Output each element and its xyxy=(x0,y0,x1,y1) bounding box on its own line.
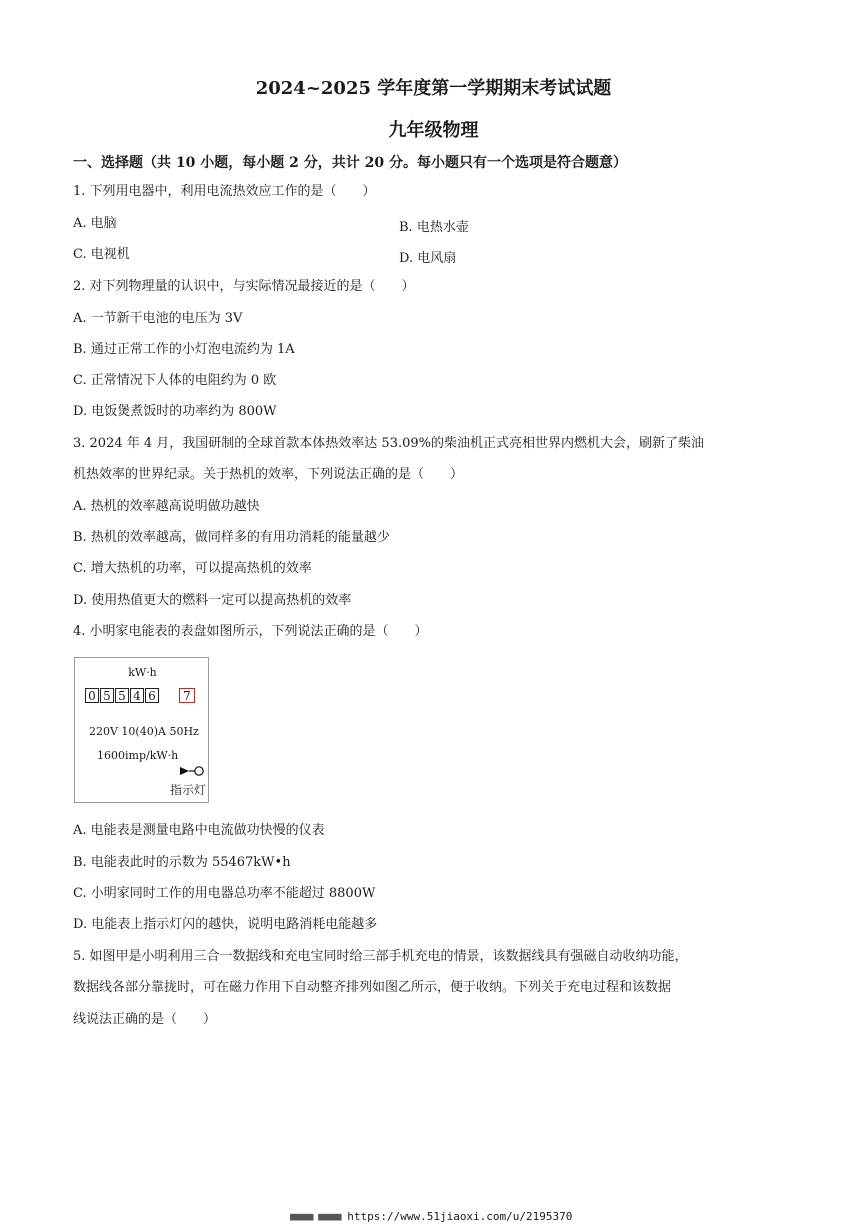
question-3-option-d: D. 使用热值更大的燃料一定可以提高热机的效率 xyxy=(73,593,352,608)
question-3-option-a: A. 热机的效率越高说明做功越快 xyxy=(73,499,260,514)
electric-meter-figure xyxy=(74,657,209,803)
question-4-option-d: D. 电能表上指示灯闪的越快，说明电路消耗电能越多 xyxy=(73,917,378,932)
indicator-light-icon xyxy=(179,765,205,780)
page-subtitle: 九年级物理 xyxy=(388,120,479,141)
footer-watermark xyxy=(290,1210,572,1223)
meter-digits xyxy=(85,688,160,703)
question-5-stem-line3: 线说法正确的是（ ） xyxy=(73,1012,217,1027)
question-3-option-c: C. 增大热机的功率，可以提高热机的效率 xyxy=(73,561,312,576)
footer-mark: ■■■■ ■■■■ xyxy=(290,1210,341,1223)
question-3-option-b: B. 热机的效率越高，做同样多的有用功消耗的能量越少 xyxy=(73,530,390,545)
section-heading: 一、选择题（共 10 小题，每小题 2 分，共计 20 分。每小题只有一个选项是符合题意） xyxy=(73,155,627,171)
meter-digit: 5 xyxy=(115,688,129,703)
question-4-option-b: B. 电能表此时的示数为 55467kW•h xyxy=(73,855,291,870)
question-3-stem-line2: 机热效率的世界纪录。关于热机的效率，下列说法正确的是（ ） xyxy=(73,467,464,482)
question-5-stem-line2: 数据线各部分靠拢时，可在磁力作用下自动整齐排列如图乙所示，便于收纳。下列关于充电过程和该数据 xyxy=(73,980,672,995)
question-2-option-a: A. 一节新干电池的电压为 3V xyxy=(73,311,243,326)
footer-url[interactable]: https://www.51jiaoxi.com/u/2195370 xyxy=(347,1210,573,1223)
question-2-option-d: D. 电饭煲煮饭时的功率约为 800W xyxy=(73,404,277,419)
question-1-option-a: A. 电脑 xyxy=(73,216,117,231)
page-title: 2024~2025 学年度第一学期期末考试试题 xyxy=(255,78,612,99)
question-2-option-c: C. 正常情况下人体的电阻约为 0 欧 xyxy=(73,373,277,388)
question-3-stem-line1: 3. 2024 年 4 月，我国研制的全球首款本体热效率达 53.09%的柴油机正式亮相世界内燃机大会，刷新了柴油 xyxy=(73,436,704,451)
question-2-option-b: B. 通过正常工作的小灯泡电流约为 1A xyxy=(73,342,295,357)
question-5-stem-line1: 5. 如图甲是小明利用三合一数据线和充电宝同时给三部手机充电的情景，该数据线具有强磁自动收纳功能， xyxy=(73,949,688,964)
meter-spec-rating: 220V 10(40)A 50Hz xyxy=(89,725,199,738)
meter-digit: 4 xyxy=(130,688,144,703)
meter-unit: kW·h xyxy=(128,666,157,679)
indicator-label: 指示灯 xyxy=(170,783,207,797)
meter-spec-imp: 1600imp/kW·h xyxy=(97,749,179,762)
question-4-option-c: C. 小明家同时工作的用电器总功率不能超过 8800W xyxy=(73,886,376,901)
question-2-stem: 2. 对下列物理量的认识中，与实际情况最接近的是（ ） xyxy=(73,279,415,294)
question-1-option-d: D. 电风扇 xyxy=(399,251,457,266)
meter-digit: 0 xyxy=(85,688,99,703)
question-4-stem: 4. 小明家电能表的表盘如图所示，下列说法正确的是（ ） xyxy=(73,624,428,639)
meter-digit: 6 xyxy=(145,688,159,703)
question-1-option-b: B. 电热水壶 xyxy=(399,220,469,235)
question-1-stem: 1. 下列用电器中，利用电流热效应工作的是（ ） xyxy=(73,184,376,199)
meter-digit: 5 xyxy=(100,688,114,703)
question-1-option-c: C. 电视机 xyxy=(73,247,130,262)
question-4-option-a: A. 电能表是测量电路中电流做功快慢的仪表 xyxy=(73,823,325,838)
meter-decimal-digit: 7 xyxy=(179,688,195,703)
